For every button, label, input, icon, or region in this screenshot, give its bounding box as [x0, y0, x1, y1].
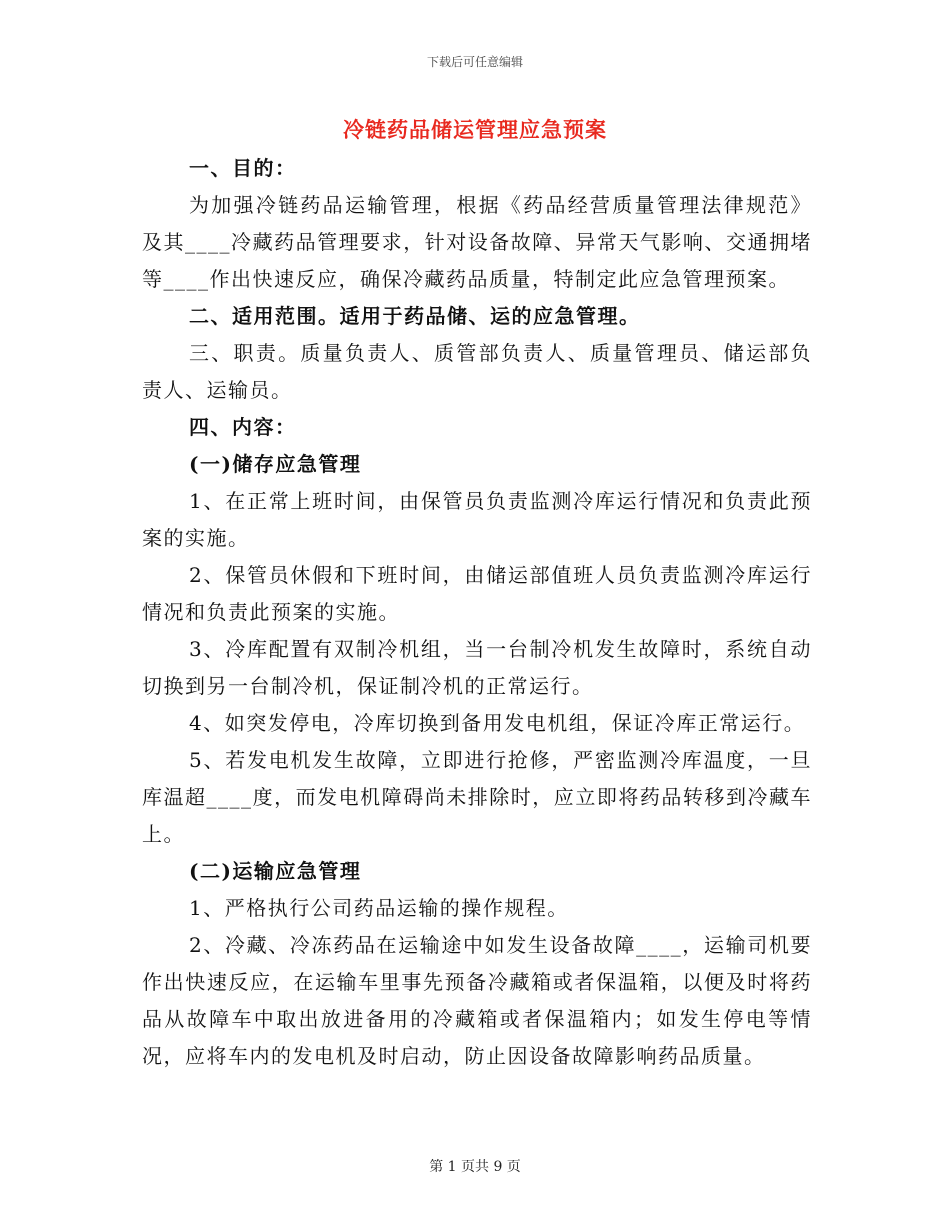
storage-emergency-heading: (一)储存应急管理: [189, 452, 362, 476]
header-note: 下载后可任意编辑: [426, 55, 523, 69]
document-title: 冷链药品储运管理应急预案: [343, 117, 607, 142]
section-scope-heading: 二、适用范围。适用于药品储、运的应急管理。: [189, 304, 641, 328]
storage-item-1: 1、在正常上班时间，由保管员负责监测冷库运行情况和负责此预案的实施。: [142, 489, 812, 550]
section-content-heading: 四、内容：: [189, 415, 297, 439]
page-number-footer: 第 1 页共 9 页: [429, 1159, 521, 1175]
transport-emergency-heading: (二)运输应急管理: [189, 859, 362, 883]
storage-item-5: 5、若发电机发生故障，立即进行抢修，严密监测冷库温度，一旦库温超____度，而发电机障碍尚未排除时，应立即将药品转移到冷藏车上。: [142, 748, 812, 846]
responsibilities-paragraph: 三、职责。质量负责人、质管部负责人、质量管理员、储运部负责人、运输员。: [142, 341, 812, 402]
storage-item-4: 4、如突发停电，冷库切换到备用发电机组，保证冷库正常运行。: [189, 711, 806, 735]
document-body: [142, 150, 812, 1075]
section-purpose-heading: 一、目的：: [189, 156, 297, 180]
storage-item-2: 2、保管员休假和下班时间，由储运部值班人员负责监测冷库运行情况和负责此预案的实施。: [142, 563, 812, 624]
purpose-paragraph: 为加强冷链药品运输管理，根据《药品经营质量管理法律规范》及其____冷藏药品管理要求，针对设备故障、异常天气影响、交通拥堵等____作出快速反应，确保冷藏药品质量，特制定此应急管理预案。: [142, 193, 812, 291]
transport-item-1: 1、严格执行公司药品运输的操作规程。: [189, 896, 569, 920]
storage-item-3: 3、冷库配置有双制冷机组，当一台制冷机发生故障时，系统自动切换到另一台制冷机，保证制冷机的正常运行。: [142, 637, 812, 698]
transport-item-2: 2、冷藏、冷冻药品在运输途中如发生设备故障____，运输司机要作出快速反应，在运输车里事先预备冷藏箱或者保温箱，以便及时将药品从故障车中取出放进备用的冷藏箱或者保温箱内；如发生停电等情况，应将车内的发电机及时启动，防止因设备故障影响药品质量。: [142, 933, 812, 1068]
